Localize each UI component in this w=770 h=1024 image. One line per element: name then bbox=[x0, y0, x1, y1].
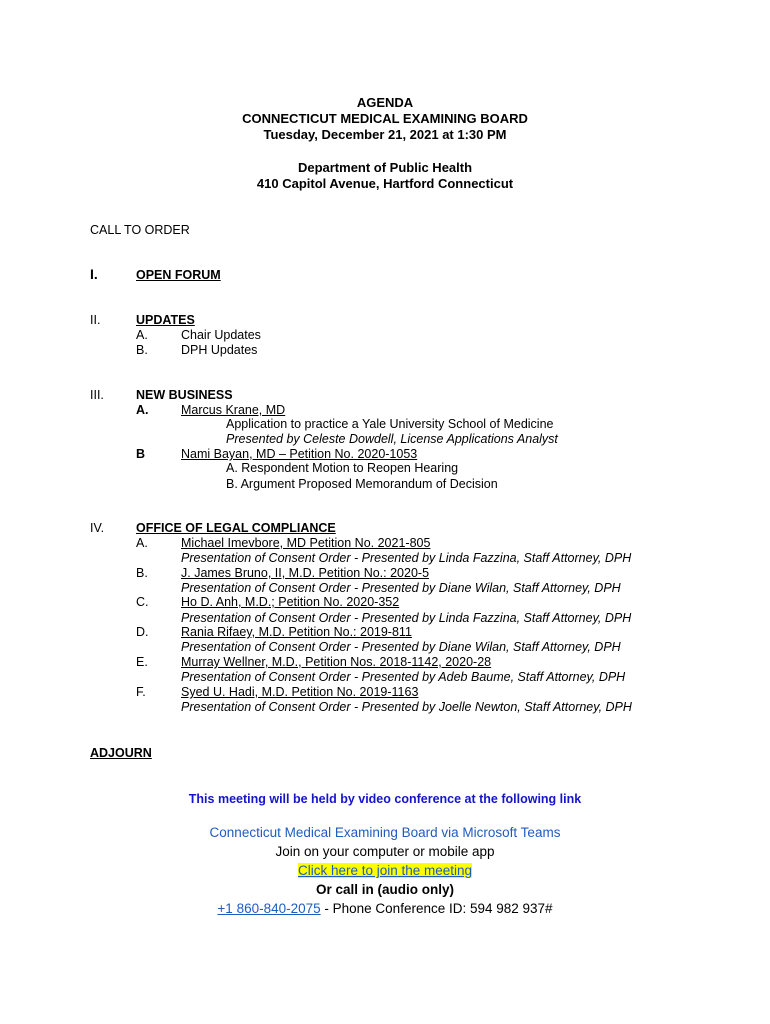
section-3-item-a-presenter: Presented by Celeste Dowdell, License Applications Analyst bbox=[226, 432, 558, 446]
phone-number-link[interactable]: +1 860-840-2075 bbox=[217, 901, 321, 916]
section-4-item-d-detail: Presentation of Consent Order - Presented by Diane Wilan, Staff Attorney, DPH bbox=[181, 640, 621, 654]
section-3-number: III. bbox=[90, 388, 104, 402]
join-instructions: Join on your computer or mobile app bbox=[275, 844, 495, 859]
section-4-item-b: J. James Bruno, II, M.D. Petition No.: 2020-5 bbox=[181, 566, 430, 580]
section-3-item-a-detail: Application to practice a Yale University School of Medicine bbox=[226, 417, 554, 431]
teams-meeting-title: Connecticut Medical Examining Board via Microsoft Teams bbox=[209, 825, 561, 840]
section-3-item-a: Marcus Krane, MD bbox=[181, 403, 286, 417]
section-2-item-a-letter: A. bbox=[136, 328, 148, 342]
call-in-label: Or call in (audio only) bbox=[315, 882, 454, 897]
section-3-item-b-letter: B bbox=[136, 447, 146, 461]
section-3-item-a-letter: A. bbox=[136, 403, 149, 417]
section-4-item-b-letter: B. bbox=[136, 566, 148, 580]
section-3-item-b-sub-b: B. Argument Proposed Memorandum of Decision bbox=[226, 477, 498, 491]
section-1-title: OPEN FORUM bbox=[136, 268, 221, 282]
video-conference-notice: This meeting will be held by video conference at the following link bbox=[188, 792, 582, 806]
section-4-item-c-detail: Presentation of Consent Order - Presented by Linda Fazzina, Staff Attorney, DPH bbox=[181, 611, 632, 625]
section-4-item-e: Murray Wellner, M.D., Petition Nos. 2018-1142, 2020-28 bbox=[181, 655, 492, 669]
section-4-number: IV. bbox=[90, 521, 105, 535]
section-4-item-b-detail: Presentation of Consent Order - Presented by Diane Wilan, Staff Attorney, DPH bbox=[181, 581, 621, 595]
section-4-item-f-detail: Presentation of Consent Order - Presented by Joelle Newton, Staff Attorney, DPH bbox=[181, 700, 632, 714]
phone-line bbox=[0, 899, 770, 918]
section-2-item-b-letter: B. bbox=[136, 343, 148, 357]
section-4-item-c-letter: C. bbox=[136, 595, 149, 609]
conference-id: - Phone Conference ID: 594 982 937# bbox=[320, 901, 553, 916]
section-4-item-d-letter: D. bbox=[136, 625, 149, 639]
section-4-item-a: Michael Imevbore, MD Petition No. 2021-805 bbox=[181, 536, 431, 550]
adjourn: ADJOURN bbox=[90, 746, 152, 760]
section-4-item-a-detail: Presentation of Consent Order - Presented by Linda Fazzina, Staff Attorney, DPH bbox=[181, 551, 632, 565]
section-2-item-a: Chair Updates bbox=[181, 328, 261, 342]
meeting-date: Tuesday, December 21, 2021 at 1:30 PM bbox=[263, 127, 507, 142]
section-1-number: I. bbox=[90, 266, 98, 282]
section-4-item-c: Ho D. Anh, M.D.; Petition No. 2020-352 bbox=[181, 595, 400, 609]
agenda-title: AGENDA bbox=[356, 95, 414, 110]
section-3-title: NEW BUSINESS bbox=[136, 388, 233, 402]
section-2-title: UPDATES bbox=[136, 313, 195, 327]
section-4-title: OFFICE OF LEGAL COMPLIANCE bbox=[136, 521, 336, 535]
section-3-item-b: Nami Bayan, MD – Petition No. 2020-1053 bbox=[181, 447, 418, 461]
section-2-number: II. bbox=[90, 313, 101, 327]
call-to-order: CALL TO ORDER bbox=[90, 223, 190, 237]
board-name: CONNECTICUT MEDICAL EXAMINING BOARD bbox=[242, 111, 528, 126]
section-4-item-e-letter: E. bbox=[136, 655, 148, 669]
section-4-item-f-letter: F. bbox=[136, 685, 146, 699]
join-meeting-link[interactable]: Click here to join the meeting bbox=[297, 863, 473, 878]
meeting-address: 410 Capitol Avenue, Hartford Connecticut bbox=[256, 176, 514, 191]
department-name: Department of Public Health bbox=[297, 160, 473, 175]
section-4-item-f: Syed U. Hadi, M.D. Petition No. 2019-1163 bbox=[181, 685, 419, 699]
section-4-item-e-detail: Presentation of Consent Order - Presented by Adeb Baume, Staff Attorney, DPH bbox=[181, 670, 626, 684]
section-4-item-a-letter: A. bbox=[136, 536, 148, 550]
section-3-item-b-sub-a: A. Respondent Motion to Reopen Hearing bbox=[226, 461, 459, 475]
section-4-item-d: Rania Rifaey, M.D. Petition No.: 2019-811 bbox=[181, 625, 412, 639]
section-2-item-b: DPH Updates bbox=[181, 343, 258, 357]
